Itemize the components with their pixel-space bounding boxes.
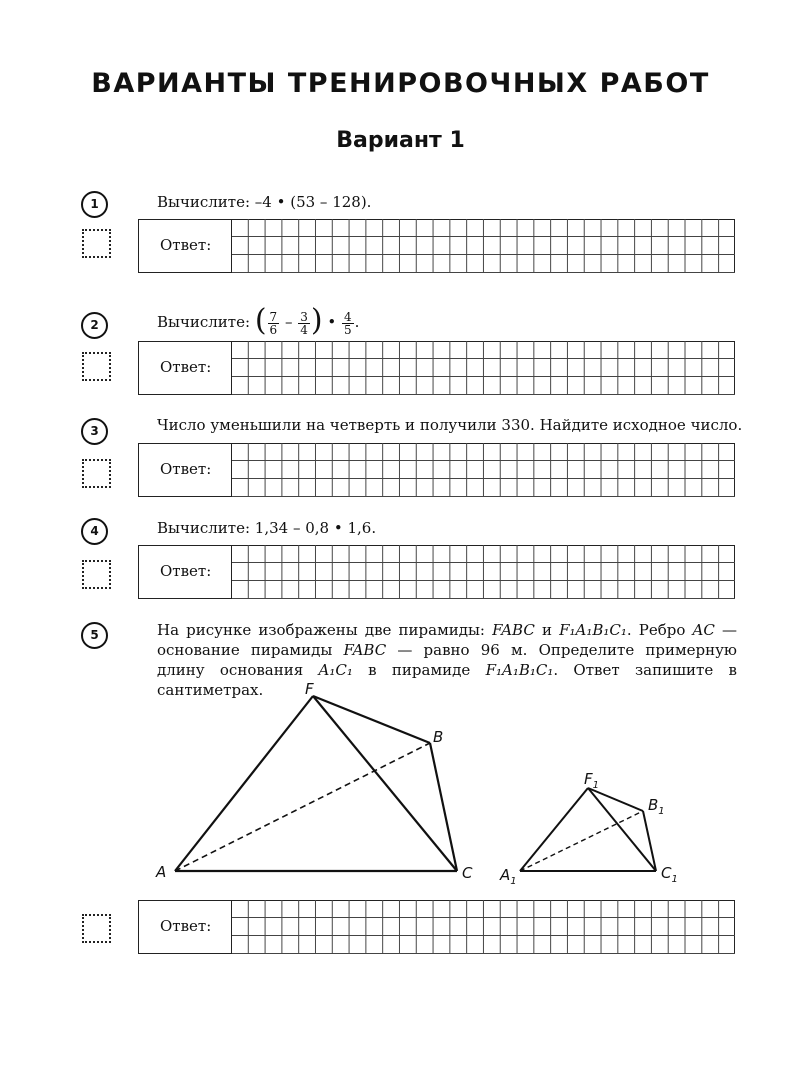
page-title: ВАРИАНТЫ ТРЕНИРОВОЧНЫХ РАБОТ: [91, 68, 710, 99]
edge-a1b1-hidden: [520, 811, 643, 871]
problem-number-5: 5: [81, 622, 108, 649]
problem-3-checkbox[interactable]: [82, 459, 111, 488]
answer-box-5: [138, 900, 735, 954]
answer-grid-4[interactable]: [231, 545, 735, 599]
pyramid-fabc: [175, 696, 457, 871]
answer-label: Ответ:: [160, 460, 212, 478]
problem-number-2: 2: [81, 312, 108, 339]
problem-3-text: Число уменьшили на четверть и получили 330. Найдите исходное число.: [157, 416, 743, 434]
answer-box-2: [138, 341, 735, 395]
answer-label: Ответ:: [160, 236, 212, 254]
label-C1: $C_1$: [661, 864, 678, 885]
edge-a1f1: [520, 788, 588, 871]
edge-af: [175, 696, 313, 871]
answer-grid-3[interactable]: [231, 443, 735, 497]
answer-box-1: [138, 219, 735, 273]
problem-2-checkbox[interactable]: [82, 352, 111, 381]
label-A1: $A_1$: [500, 866, 517, 887]
label-B: B: [433, 728, 444, 746]
edge-f1c1: [588, 788, 656, 871]
answer-box-4: [138, 545, 735, 599]
answer-label: Ответ:: [160, 562, 212, 580]
answer-label: Ответ:: [160, 358, 212, 376]
problem-number-1: 1: [81, 191, 108, 218]
label-C: C: [462, 864, 473, 882]
answer-label: Ответ:: [160, 917, 212, 935]
problem-1-text: Вычислите: –4 • (53 – 128).: [157, 193, 372, 211]
variant-title: Вариант 1: [336, 128, 465, 153]
edge-ab-hidden: [175, 743, 430, 871]
problem-2-text: Вычислите: ( $\frac{7}{6}$ – $\frac{3}{4}$ ) • $\frac{4}{5}$ .: [157, 303, 360, 338]
answer-box-3: [138, 443, 735, 497]
label-B1: $B_1$: [648, 796, 665, 817]
answer-grid-1[interactable]: [231, 219, 735, 273]
problem-5-text: На рисунке изображены две пирамиды: FABC и F₁A₁B₁C₁. Ребро AC — основание пирамиды FABC — равно 96 м. Определите примерную длину основания A₁C₁ в пирамиде F₁A₁B₁C₁. Ответ запишите в сантиметрах.: [157, 621, 737, 699]
edge-fb: [313, 696, 430, 743]
edge-fc: [313, 696, 457, 871]
problem-number-4: 4: [81, 518, 108, 545]
edge-bc: [430, 743, 457, 871]
problem-4-checkbox[interactable]: [82, 560, 111, 589]
answer-grid-5[interactable]: [231, 900, 735, 954]
problem-4-text: Вычислите: 1,34 – 0,8 • 1,6.: [157, 519, 377, 537]
problem-5-checkbox[interactable]: [82, 914, 111, 943]
pyramids-figure: [0, 680, 801, 890]
problem-number-3: 3: [81, 418, 108, 445]
answer-grid-2[interactable]: [231, 341, 735, 395]
label-F1: $F_1$: [584, 770, 600, 791]
pyramid-f1a1b1c1: [520, 788, 656, 871]
label-F: F: [305, 680, 314, 698]
label-A: A: [156, 863, 167, 881]
problem-1-checkbox[interactable]: [82, 229, 111, 258]
